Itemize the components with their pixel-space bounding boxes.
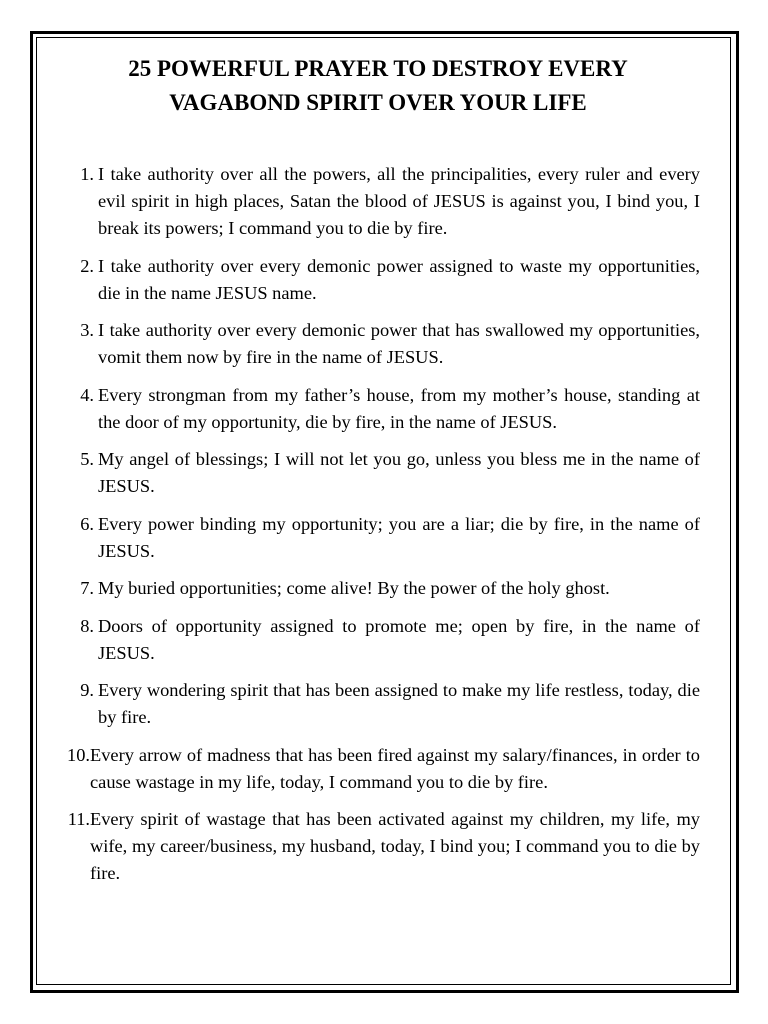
item-text: Every strongman from my father’s house, from my mother’s house, standing at the door of my opportunity, die by fire, in the name of JESUS. — [98, 384, 700, 432]
list-item — [60, 613, 700, 667]
list-item — [60, 161, 700, 242]
item-number: 1. — [80, 164, 94, 184]
item-text: Every power binding my opportunity; you are a liar; die by fire, in the name of JESUS. — [98, 513, 700, 561]
item-text: My angel of blessings; I will not let you go, unless you bless me in the name of JESUS. — [98, 449, 700, 496]
item-number: 8. — [80, 615, 94, 636]
item-number: 6. — [80, 513, 94, 534]
list-item — [60, 575, 700, 602]
list-item — [60, 511, 700, 565]
document-title — [60, 52, 696, 120]
item-text: I take authority over every demonic power that has swallowed my opportunities, vomit them now by fire in the name of JESUS. — [98, 320, 700, 367]
list-item — [60, 677, 700, 731]
prayer-list — [60, 161, 700, 898]
list-item — [60, 806, 700, 887]
list-item — [60, 317, 700, 371]
list-item — [60, 253, 700, 307]
title-line-2: VAGABOND SPIRIT OVER YOUR LIFE — [169, 90, 587, 115]
item-text: I take authority over all the powers, all the principalities, every ruler and every evil spirit in high places, Satan the blood of JESUS is against you, I bind you, I break its powers; I command you to die by fire. — [98, 164, 700, 238]
item-text: My buried opportunities; come alive! By the power of the holy ghost. — [98, 578, 610, 598]
item-number: 4. — [80, 384, 94, 405]
item-number: 7. — [80, 578, 94, 598]
list-item — [60, 446, 700, 500]
list-item — [60, 382, 700, 436]
item-number: 10. — [67, 744, 90, 765]
list-item — [60, 742, 700, 796]
item-number: 5. — [80, 449, 94, 469]
item-number: 9. — [80, 680, 94, 700]
item-number: 3. — [80, 320, 94, 340]
item-text: Every arrow of madness that has been fired against my salary/finances, in order to cause wastage in my life, today, I command you to die by fire. — [90, 744, 700, 792]
title-line-1: 25 POWERFUL PRAYER TO DESTROY EVERY — [128, 56, 628, 81]
item-text: Every wondering spirit that has been assigned to make my life restless, today, die by fire. — [98, 680, 700, 727]
item-text: Doors of opportunity assigned to promote me; open by fire, in the name of JESUS. — [98, 615, 700, 663]
item-text: Every spirit of wastage that has been activated against my children, my life, my wife, my career/business, my husband, today, I bind you; I command you to die by fire. — [90, 809, 700, 883]
item-number: 2. — [80, 255, 94, 276]
item-number: 11. — [67, 809, 90, 829]
item-text: I take authority over every demonic power assigned to waste my opportunities, die in the name JESUS name. — [98, 255, 700, 303]
